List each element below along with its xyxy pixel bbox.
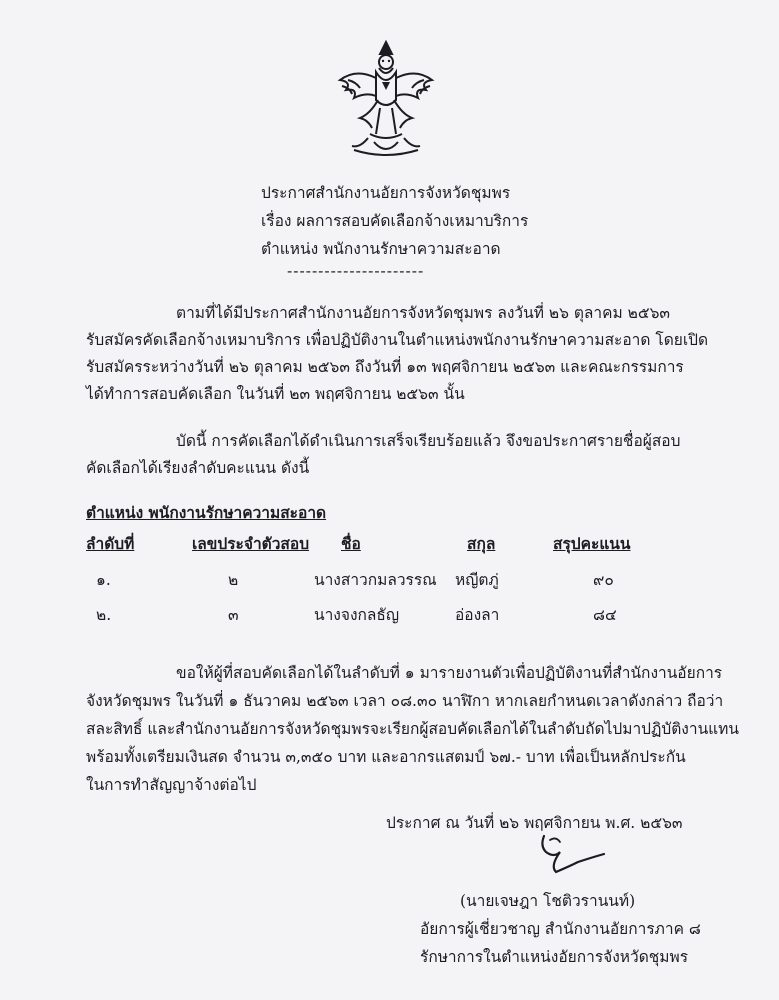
announcement-line: บัดนี้ การคัดเลือกได้ดำเนินการเสร็จเรียบร้อยแล้ว จึงขอประกาศรายชื่อผู้สอบ [176, 432, 681, 450]
notice-line: ขอให้ผู้ที่สอบคัดเลือกได้ในลำดับที่ ๑ มารายงานตัวเพื่อปฏิบัติงานที่สำนักงานอัยการ [176, 664, 723, 682]
notice-line: ในการทำสัญญาจ้างต่อไป [86, 776, 257, 794]
notice-line: พร้อมทั้งเตรียมเงินสด จำนวน ๓,๓๕๐ บาท และอากรแสตมป์ ๖๗.- บาท เพื่อเป็นหลักประกัน [86, 748, 686, 766]
table-cell-first-name: นางจงกลธัญ [314, 606, 400, 624]
announcement-line: คัดเลือกได้เรียงลำดับคะแนน ดังนี้ [86, 459, 310, 477]
table-header-score: สรุปคะแนน [553, 534, 631, 553]
table-header-last-name: สกุล [467, 534, 496, 553]
table-header-first-name: ชื่อ [341, 534, 361, 553]
position-title: ตำแหน่ง พนักงานรักษาความสะอาด [86, 503, 327, 522]
intro-line: รับสมัครคัดเลือกจ้างเหมาบริการ เพื่อปฏิบัติงานในตำแหน่งพนักงานรักษาความสะอาด โดยเปิด [86, 331, 709, 349]
intro-line: รับสมัครระหว่างวันที่ ๒๖ ตุลาคม ๒๕๖๓ ถึงวันที่ ๑๓ พฤศจิกายน ๒๕๖๓ และคณะกรรมการ [86, 358, 684, 376]
header-line-1: ประกาศสำนักงานอัยการจังหวัดชุมพร [261, 184, 511, 202]
header-position: ตำแหน่ง พนักงานรักษาความสะอาด [261, 240, 501, 258]
table-cell-exam-id: ๒ [228, 571, 239, 589]
signature-icon [530, 832, 610, 882]
header-divider: ---------------------- [287, 262, 425, 280]
signatory-name: (นายเจษฎา โชติวรานนท์) [460, 892, 636, 910]
notice-line: สละสิทธิ์ และสำนักงานอัยการจังหวัดชุมพรจะเรียกผู้สอบคัดเลือกได้ในลำดับถัดไปมาปฏิบัติงานแทน [86, 720, 739, 738]
table-header-exam-id: เลขประจำตัวสอบ [192, 534, 310, 553]
table-header-rank: ลำดับที่ [86, 534, 135, 553]
table-cell-rank: ๒. [96, 606, 112, 624]
table-cell-exam-id: ๓ [228, 606, 239, 624]
header-subject: เรื่อง ผลการสอบคัดเลือกจ้างเหมาบริการ [261, 212, 529, 230]
table-cell-last-name: หญีตภู่ [455, 571, 499, 589]
signatory-title: อัยการผู้เชี่ยวชาญ สำนักงานอัยการภาค ๘ [420, 920, 701, 938]
table-cell-rank: ๑. [96, 571, 111, 589]
table-cell-last-name: อ่องลา [455, 606, 500, 624]
announcement-date: ประกาศ ณ วันที่ ๒๖ พฤศจิกายน พ.ศ. ๒๕๖๓ [386, 814, 683, 832]
signatory-acting-title: รักษาการในตำแหน่งอัยการจังหวัดชุมพร [420, 948, 689, 966]
table-cell-first-name: นางสาวกมลวรรณ [314, 571, 437, 589]
garuda-emblem-icon [330, 38, 442, 158]
intro-line: ตามที่ได้มีประกาศสำนักงานอัยการจังหวัดชุมพร ลงวันที่ ๒๖ ตุลาคม ๒๕๖๓ [176, 304, 671, 322]
intro-line: ได้ทำการสอบคัดเลือก ในวันที่ ๒๓ พฤศจิกายน ๒๕๖๓ นั้น [86, 385, 465, 403]
table-cell-score: ๘๔ [593, 606, 617, 624]
notice-line: จังหวัดชุมพร ในวันที่ ๑ ธันวาคม ๒๕๖๓ เวลา ๐๘.๓๐ นาฬิกา หากเลยกำหนดเวลาดังกล่าว ถือว่า [86, 692, 724, 710]
table-cell-score: ๙๐ [593, 571, 614, 589]
